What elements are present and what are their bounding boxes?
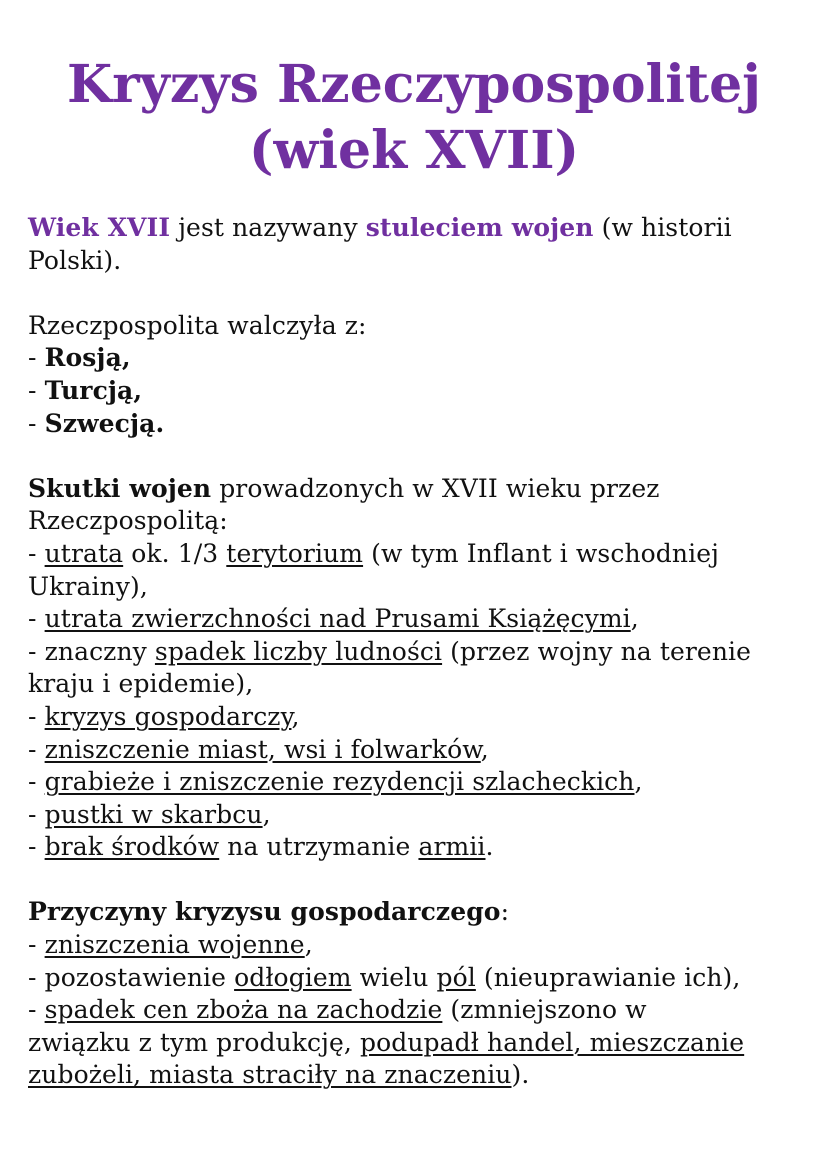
- list-item: [28, 831, 800, 864]
- causes-heading: [28, 896, 800, 929]
- list-text: ).: [511, 1060, 530, 1090]
- list-item-continued: [28, 1027, 800, 1060]
- list-item: [28, 375, 800, 408]
- underlined-text: utrata zwierzchności nad Prusami Książęcymi: [44, 604, 631, 634]
- underlined-text: pustki w skarbcu: [44, 799, 263, 829]
- list-item-continued: Ukrainy),: [28, 571, 148, 601]
- war-opponent: Szwecją.: [44, 408, 165, 438]
- list-item: [28, 962, 800, 995]
- underlined-text: brak środków: [44, 832, 220, 862]
- intro-term-century: Wiek XVII: [28, 213, 171, 242]
- list-item: [28, 636, 800, 669]
- spacer: [28, 864, 800, 897]
- underlined-text: grabieże i zniszczenie rezydencji szlacheckich: [44, 767, 635, 797]
- effects-heading: [28, 473, 800, 506]
- list-item: [28, 342, 800, 375]
- list-item: [28, 994, 800, 1027]
- causes-heading-bold: Przyczyny kryzysu gospodarczego: [28, 897, 501, 927]
- effects-heading-line-2: Rzeczpospolitą:: [28, 506, 228, 536]
- list-item: [28, 799, 800, 832]
- list-text: ,: [480, 734, 489, 764]
- spacer: [28, 277, 800, 310]
- list-text: związku z tym produkcję,: [28, 1027, 360, 1057]
- spacer: [28, 440, 800, 473]
- list-dash: -: [28, 701, 45, 731]
- underlined-text: zubożeli, miasta straciły na znaczeniu: [28, 1060, 512, 1090]
- title-line-2: (wiek XVII): [248, 120, 580, 181]
- list-text: ok. 1/3: [123, 538, 227, 568]
- intro-term-wars: stuleciem wojen: [365, 213, 594, 242]
- intro-text: jest nazywany: [170, 213, 366, 242]
- underlined-text: spadek cen zboża na zachodzie: [44, 995, 443, 1025]
- list-dash: -: [28, 375, 45, 405]
- war-opponent: Rosją,: [44, 343, 131, 373]
- underlined-text: podupadł handel, mieszczanie: [359, 1027, 745, 1057]
- title-line-1: Kryzys Rzeczypospolitej: [67, 54, 761, 115]
- list-dash: -: [28, 832, 45, 862]
- list-text: ,: [630, 604, 639, 634]
- underlined-text: utrata: [44, 538, 124, 568]
- war-opponent: Turcją,: [44, 375, 143, 405]
- underlined-text: zniszczenia wojenne: [44, 930, 305, 960]
- list-text: (zmniejszono w: [442, 995, 647, 1025]
- intro-text: (w historii: [593, 213, 732, 242]
- underlined-text: armii: [418, 832, 486, 862]
- effects-heading-text: prowadzonych w XVII wieku przez: [211, 473, 660, 503]
- underlined-text: spadek liczby ludności: [154, 636, 443, 666]
- list-item: [28, 408, 800, 441]
- list-dash: -: [28, 799, 45, 829]
- effects-heading-bold: Skutki wojen: [28, 473, 212, 503]
- intro-paragraph: [28, 212, 800, 245]
- list-text: .: [485, 832, 494, 862]
- list-item: [28, 701, 800, 734]
- list-text: na utrzymanie: [219, 832, 419, 862]
- list-item: [28, 538, 800, 571]
- list-text: ,: [262, 799, 271, 829]
- underlined-text: pól: [436, 962, 476, 992]
- list-text: - pozostawienie: [28, 962, 235, 992]
- list-item: [28, 766, 800, 799]
- list-dash: -: [28, 767, 45, 797]
- underlined-text: zniszczenie miast, wsi i folwarków: [44, 734, 481, 764]
- page-title: [28, 52, 800, 184]
- list-dash: -: [28, 538, 45, 568]
- list-item-continued: [28, 1059, 800, 1092]
- intro-paragraph-line-2: Polski).: [28, 245, 122, 275]
- list-dash: -: [28, 604, 45, 634]
- document-body: [28, 212, 800, 1092]
- list-text: (nieuprawianie ich),: [475, 962, 741, 992]
- underlined-text: terytorium: [226, 538, 364, 568]
- list-dash: -: [28, 930, 45, 960]
- causes-heading-text: :: [500, 897, 510, 927]
- list-text: ,: [634, 767, 643, 797]
- wars-lead: Rzeczpospolita walczyła z:: [28, 310, 367, 340]
- list-dash: -: [28, 343, 45, 373]
- underlined-text: kryzys gospodarczy: [44, 701, 292, 731]
- list-dash: -: [28, 995, 45, 1025]
- list-dash: -: [28, 734, 45, 764]
- list-text: (przez wojny na terenie: [442, 636, 752, 666]
- list-item: [28, 734, 800, 767]
- list-text: wielu: [351, 962, 437, 992]
- list-text: - znaczny: [28, 636, 155, 666]
- underlined-text: odłogiem: [234, 962, 352, 992]
- list-text: (w tym Inflant i wschodniej: [363, 538, 719, 568]
- list-text: ,: [291, 701, 300, 731]
- list-item-continued: kraju i epidemie),: [28, 669, 254, 699]
- list-text: ,: [304, 930, 313, 960]
- list-item: [28, 603, 800, 636]
- list-dash: -: [28, 408, 45, 438]
- list-item: [28, 929, 800, 962]
